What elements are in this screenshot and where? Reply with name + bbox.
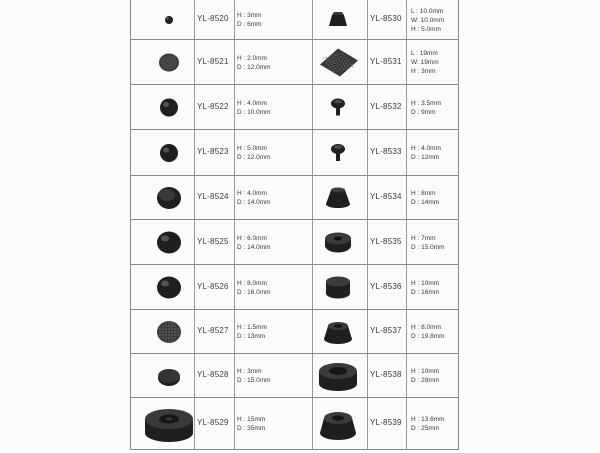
dimension-spec: H : 8mm bbox=[411, 190, 436, 197]
dimension-spec: D : 15.0mm bbox=[411, 243, 445, 251]
model-code: YL-8528 bbox=[197, 370, 229, 379]
cylinder-foot-icon bbox=[313, 267, 363, 313]
recessed-washer-foot-icon bbox=[313, 222, 363, 268]
dome-bumper-icon bbox=[144, 132, 194, 179]
dimension-spec: H : 8.0mm bbox=[411, 324, 441, 331]
push-in-stem-foot-icon bbox=[313, 132, 363, 179]
model-code: YL-8534 bbox=[370, 192, 402, 201]
dimension-spec: H : 3mm bbox=[237, 368, 262, 375]
dimension-spec: H : 3mm bbox=[237, 12, 262, 19]
model-code: YL-8524 bbox=[197, 192, 229, 201]
dimension-spec: H : 6.0mm bbox=[237, 234, 267, 242]
hemisphere-bumper-icon bbox=[144, 267, 194, 313]
dimension-spec: L : 10.0mm bbox=[411, 7, 444, 15]
dimension-spec: D : 12mm bbox=[411, 154, 440, 161]
hemisphere-bumper-icon bbox=[144, 222, 194, 268]
model-code: YL-8538 bbox=[370, 370, 402, 379]
large-recessed-foot-icon bbox=[313, 356, 363, 401]
dimension-spec: H : 5.0mm bbox=[411, 25, 441, 33]
dimension-spec: H : 5.0mm bbox=[237, 145, 267, 152]
model-code: YL-8536 bbox=[370, 281, 402, 291]
dimension-spec: H : 13.6mm bbox=[411, 416, 445, 423]
dimension-spec: H : 2.0mm bbox=[237, 54, 267, 62]
large-recessed-cylinder-foot-icon bbox=[141, 400, 197, 453]
model-code: YL-8535 bbox=[370, 236, 402, 246]
model-code: YL-8522 bbox=[197, 101, 229, 111]
model-code: YL-8531 bbox=[370, 56, 402, 66]
product-table bbox=[130, 0, 459, 450]
dimension-spec: H : 7mm bbox=[411, 234, 436, 242]
model-code: YL-8526 bbox=[197, 281, 229, 291]
recessed-cone-foot-icon bbox=[313, 312, 363, 357]
model-code: YL-8523 bbox=[197, 147, 229, 156]
small-bead-bumper-icon bbox=[144, 2, 194, 43]
flat-round-pad-icon bbox=[144, 42, 194, 88]
dimension-spec: H : 3.5mm bbox=[411, 99, 441, 107]
model-code: YL-8532 bbox=[370, 101, 402, 111]
model-code: YL-8539 bbox=[370, 418, 402, 427]
dimension-spec: H : 1.5mm bbox=[237, 324, 267, 331]
dimension-spec: D : 14.0mm bbox=[237, 199, 271, 206]
dimension-spec: W: 19mm bbox=[411, 59, 439, 66]
dimension-spec: H : 4.0mm bbox=[237, 99, 267, 107]
model-code: YL-8530 bbox=[370, 14, 402, 23]
round-cylinder-bumper-icon bbox=[144, 178, 194, 223]
dimension-spec: D : 19.8mm bbox=[411, 333, 445, 340]
dimension-spec: H : 8.0mm bbox=[237, 279, 267, 287]
dimension-spec: H : 10mm bbox=[411, 368, 440, 375]
dimension-spec: D : 13mm bbox=[237, 333, 266, 340]
model-code: YL-8533 bbox=[370, 147, 402, 156]
push-in-stem-foot-icon bbox=[313, 87, 363, 133]
dimension-spec: H : 4.0mm bbox=[237, 190, 267, 197]
dimension-spec: D : 14.0mm bbox=[237, 243, 271, 251]
square-pyramid-foot-icon bbox=[313, 2, 363, 43]
dimension-spec: D : 25mm bbox=[411, 425, 440, 432]
square-textured-pad-icon bbox=[313, 42, 363, 88]
large-tapered-foot-icon bbox=[310, 400, 366, 453]
dimension-spec: D : 15.0mm bbox=[237, 377, 271, 384]
dimension-spec: H : 4.0mm bbox=[411, 145, 441, 152]
textured-round-pad-icon bbox=[144, 312, 194, 357]
dimension-spec: D : 10.0mm bbox=[237, 108, 271, 116]
dimension-spec: H : 10mm bbox=[411, 279, 440, 287]
dome-bumper-icon bbox=[144, 87, 194, 133]
flat-disc-bumper-icon bbox=[144, 356, 194, 401]
tapered-cone-foot-icon bbox=[313, 178, 363, 223]
dimension-spec: D : 16mm bbox=[411, 288, 440, 296]
dimension-spec: W: 10.0mm bbox=[411, 16, 445, 24]
dimension-spec: D : 28mm bbox=[411, 377, 440, 384]
dimension-spec: D : 14mm bbox=[411, 199, 440, 206]
dimension-spec: H : 15mm bbox=[237, 416, 266, 423]
dimension-spec: D : 6mm bbox=[237, 21, 262, 28]
model-code: YL-8537 bbox=[370, 326, 402, 335]
dimension-spec: D : 9mm bbox=[411, 108, 436, 116]
model-code: YL-8525 bbox=[197, 236, 229, 246]
dimension-spec: H : 3mm bbox=[411, 68, 436, 75]
dimension-spec: D : 35mm bbox=[237, 425, 266, 432]
model-code: YL-8521 bbox=[197, 56, 229, 66]
dimension-spec: L : 19mm bbox=[411, 50, 438, 57]
model-code: YL-8527 bbox=[197, 326, 229, 335]
model-code: YL-8520 bbox=[197, 14, 229, 23]
model-code: YL-8529 bbox=[197, 418, 229, 427]
dimension-spec: D : 12.0mm bbox=[237, 63, 271, 71]
dimension-spec: D : 12.0mm bbox=[237, 154, 271, 161]
dimension-spec: D : 16.0mm bbox=[237, 288, 271, 296]
